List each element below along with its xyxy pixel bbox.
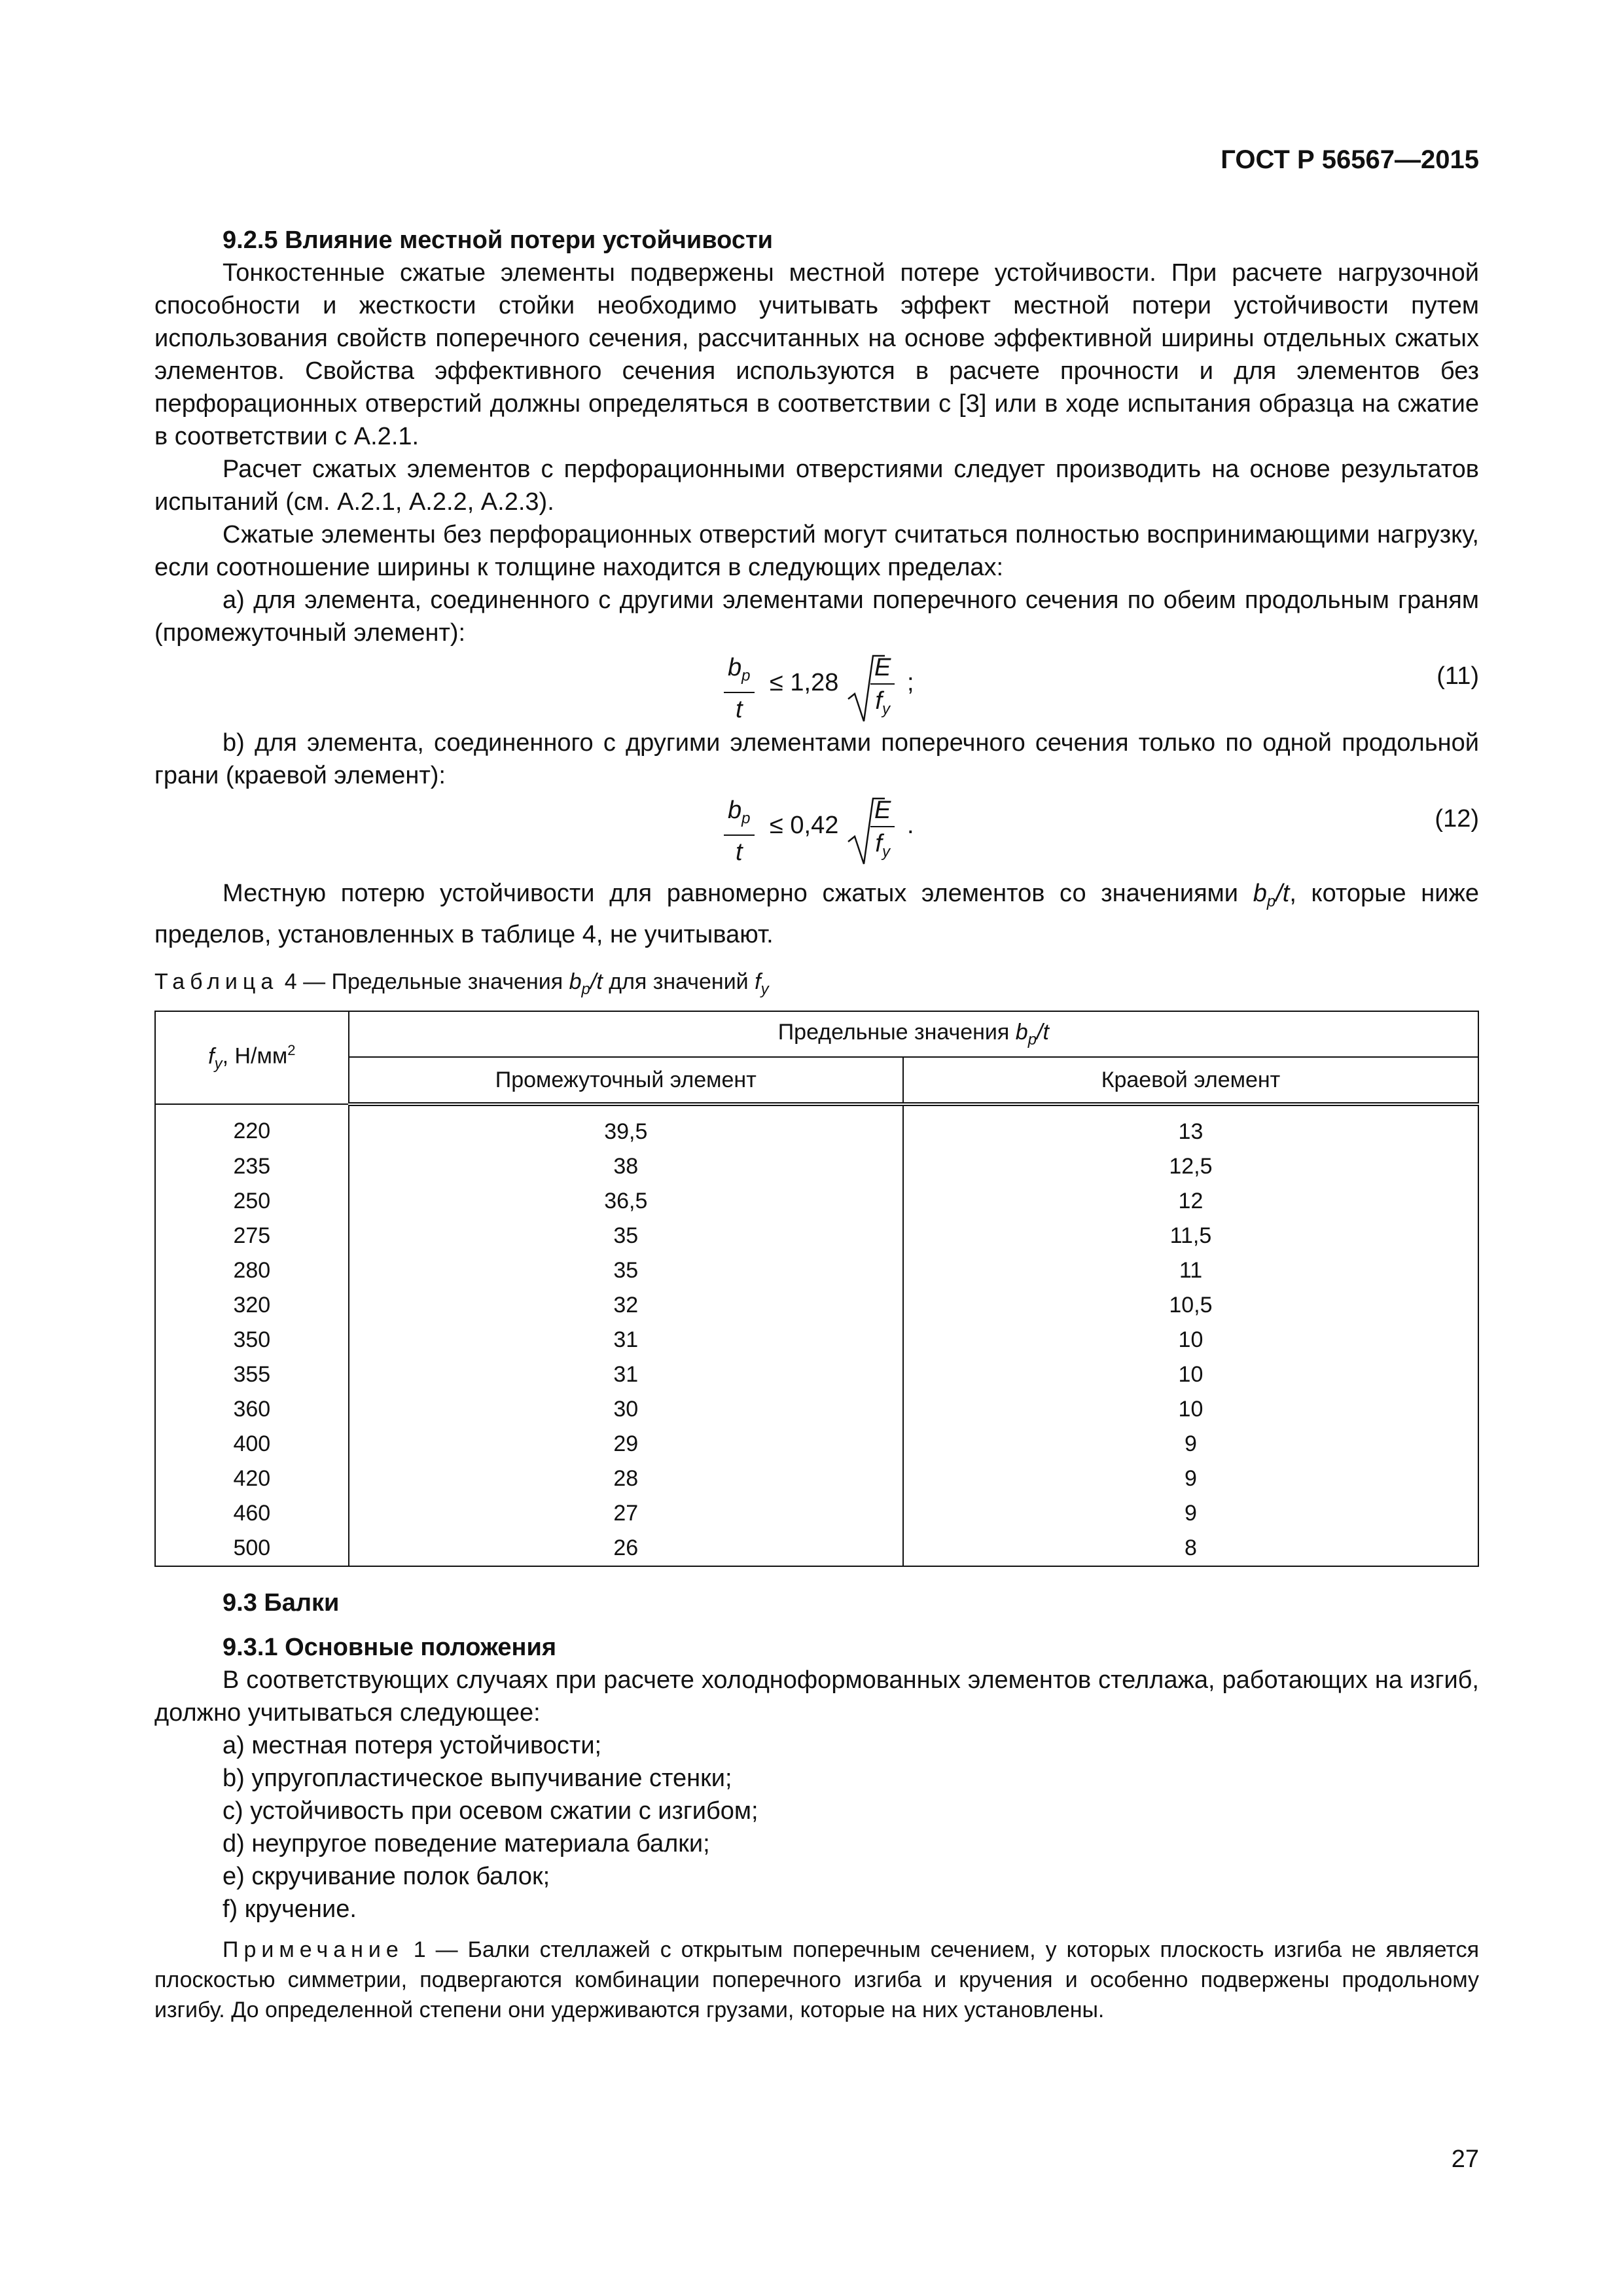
cell-intermediate: 32 xyxy=(349,1288,903,1323)
column-header-intermediate: Промежуточный элемент xyxy=(349,1057,903,1104)
table-row xyxy=(155,1323,1478,1357)
cell-fy: 355 xyxy=(155,1357,349,1392)
cell-edge: 10 xyxy=(903,1357,1478,1392)
cell-fy: 350 xyxy=(155,1323,349,1357)
page-number: 27 xyxy=(1451,2145,1479,2173)
table-row xyxy=(155,1219,1478,1253)
fraction-e-fy: $\frac{E}{f_y}$ xyxy=(870,795,895,869)
cell-edge: 11 xyxy=(903,1253,1478,1288)
table-row xyxy=(155,1462,1478,1496)
column-group-header-limits: Предельные значения $b_p/t$ xyxy=(349,1011,1478,1057)
heading-9-3: 9.3 Балки xyxy=(223,1589,340,1617)
column-header-fy: $f_y$, $Н/мм^2$ xyxy=(155,1011,349,1104)
table-row xyxy=(155,1357,1478,1392)
cell-edge: 12 xyxy=(903,1184,1478,1219)
cell-intermediate: 27 xyxy=(349,1496,903,1531)
cell-fy: 220 xyxy=(155,1104,349,1149)
fraction-bp-t: $\frac{b_p}{t}$ xyxy=(724,652,755,726)
cell-fy: 400 xyxy=(155,1427,349,1462)
cell-intermediate: 35 xyxy=(349,1253,903,1288)
heading-9-2-5: 9.2.5 Влияние местной потери устойчивости xyxy=(223,226,773,254)
fraction-e-fy: $\frac{E}{f_y}$ xyxy=(870,652,895,726)
table-row xyxy=(155,1104,1478,1149)
paragraph-beams-bending: В соответствующих случаях при расчете холодноформованных элементов стеллажа, работающих на изгиб, должно учитываться следующее: xyxy=(154,1666,1479,1727)
cell-intermediate: 26 xyxy=(349,1531,903,1566)
list-item: d) неупругое поведение материала балки; xyxy=(223,1830,710,1857)
fraction-bp-t: $\frac{b_p}{t}$ xyxy=(724,795,755,869)
cell-intermediate: 31 xyxy=(349,1357,903,1392)
cell-fy: 460 xyxy=(155,1496,349,1531)
table-row xyxy=(155,1288,1478,1323)
cell-fy: 250 xyxy=(155,1184,349,1219)
formula-12 xyxy=(154,792,1479,869)
table-row xyxy=(155,1184,1478,1219)
paragraph-uniform-compression: Местную потерю устойчивости для равномерно сжатых элементов со значениями $b_p/t$, которые ниже пределов, установленных в таблице 4, не учитывают. xyxy=(154,880,1480,948)
table-4 xyxy=(154,1011,1479,1567)
cell-intermediate: 29 xyxy=(349,1427,903,1462)
cell-intermediate: 38 xyxy=(349,1149,903,1184)
cell-edge: 10 xyxy=(903,1323,1478,1357)
formula-11 xyxy=(154,649,1479,726)
paragraph-local-buckling: Тонкостенные сжатые элементы подвержены местной потере устойчивости. При расчете нагрузочной способности и жесткости стойки необходимо учитывать эффект местной потери устойчивости путем использования свойств поперечного сечения, рассчитанных на основе эффективной ширины отдельных сжатых элементов. Свойства эффективного сечения используются в расчете прочности и для элементов без перфорационных отверстий должны определяться в соответствии с [3] или в ходе испытания образца на сжатие в соответствии с А.2.1. xyxy=(154,259,1479,450)
cell-edge: 10,5 xyxy=(903,1288,1478,1323)
column-header-edge: Краевой элемент xyxy=(903,1057,1478,1104)
formula-11-end: ; xyxy=(907,669,914,696)
cell-edge: 9 xyxy=(903,1496,1478,1531)
beam-considerations-list xyxy=(154,1729,1479,1926)
cell-intermediate: 35 xyxy=(349,1219,903,1253)
table-row xyxy=(155,1392,1478,1427)
cell-edge: 9 xyxy=(903,1462,1478,1496)
coefficient-12: ≤ 0,42 xyxy=(770,812,839,839)
list-item: c) устойчивость при осевом сжатии с изгибом; xyxy=(223,1797,758,1825)
cell-fy: 500 xyxy=(155,1531,349,1566)
cell-fy: 360 xyxy=(155,1392,349,1427)
cell-intermediate: 28 xyxy=(349,1462,903,1496)
paragraph-width-thickness-limits: Сжатые элементы без перфорационных отверстий могут считаться полностью воспринимающими нагрузку, если соотношение ширины к толщине находится в следующих пределах: xyxy=(154,521,1479,581)
list-item: e) скручивание полок балок; xyxy=(223,1863,550,1890)
cell-edge: 11,5 xyxy=(903,1219,1478,1253)
equation-number-11: (11) xyxy=(1436,662,1479,690)
cell-intermediate: 36,5 xyxy=(349,1184,903,1219)
table-4-caption: Таблица 4 — Предельные значения $b_p/t$ для значений $f_y$ xyxy=(154,969,769,998)
item-b-edge-element: b) для элемента, соединенного с другими элементами поперечного сечения только по одной продольной грани (краевой элемент): xyxy=(154,729,1479,789)
cell-fy: 235 xyxy=(155,1149,349,1184)
cell-fy: 320 xyxy=(155,1288,349,1323)
cell-fy: 275 xyxy=(155,1219,349,1253)
list-item: а) местная потеря устойчивости; xyxy=(223,1732,602,1759)
table-row xyxy=(155,1149,1478,1184)
heading-9-3-1: 9.3.1 Основные положения xyxy=(223,1634,557,1661)
table-row xyxy=(155,1253,1478,1288)
cell-fy: 280 xyxy=(155,1253,349,1288)
equation-number-12: (12) xyxy=(1435,805,1479,833)
item-a-intermediate-element: а) для элемента, соединенного с другими элементами поперечного сечения по обеим продольным граням (промежуточный элемент): xyxy=(154,586,1479,647)
list-item: f) кручение. xyxy=(223,1895,357,1923)
formula-12-end: . xyxy=(907,812,914,839)
list-item: b) упругопластическое выпучивание стенки; xyxy=(223,1765,732,1792)
table-row xyxy=(155,1496,1478,1531)
coefficient-11: ≤ 1,28 xyxy=(770,669,839,696)
table-row xyxy=(155,1531,1478,1566)
cell-edge: 12,5 xyxy=(903,1149,1478,1184)
paragraph-perforated-elements: Расчет сжатых элементов с перфорационными отверстиями следует производить на основе результатов испытаний (см. А.2.1, А.2.2, А.2.3). xyxy=(154,456,1479,516)
cell-edge: 10 xyxy=(903,1392,1478,1427)
note-1: Примечание 1 — Балки стеллажей с открытым поперечным сечением, у которых плоскость изгиба не является плоскостью симметрии, подвергаются комбинации поперечного изгиба и кручения и особенно подвержены продольному изгибу. До определенной степени они удерживаются грузами, которые на них установлены. xyxy=(154,1937,1479,2022)
cell-intermediate: 30 xyxy=(349,1392,903,1427)
section-9-2-5 xyxy=(154,224,1479,2025)
table-row xyxy=(155,1427,1478,1462)
cell-intermediate: 31 xyxy=(349,1323,903,1357)
cell-edge: 13 xyxy=(903,1104,1478,1149)
cell-intermediate: 39,5 xyxy=(349,1104,903,1149)
cell-edge: 8 xyxy=(903,1531,1478,1566)
cell-edge: 9 xyxy=(903,1427,1478,1462)
cell-fy: 420 xyxy=(155,1462,349,1496)
document-code: ГОСТ Р 56567—2015 xyxy=(1221,145,1479,174)
